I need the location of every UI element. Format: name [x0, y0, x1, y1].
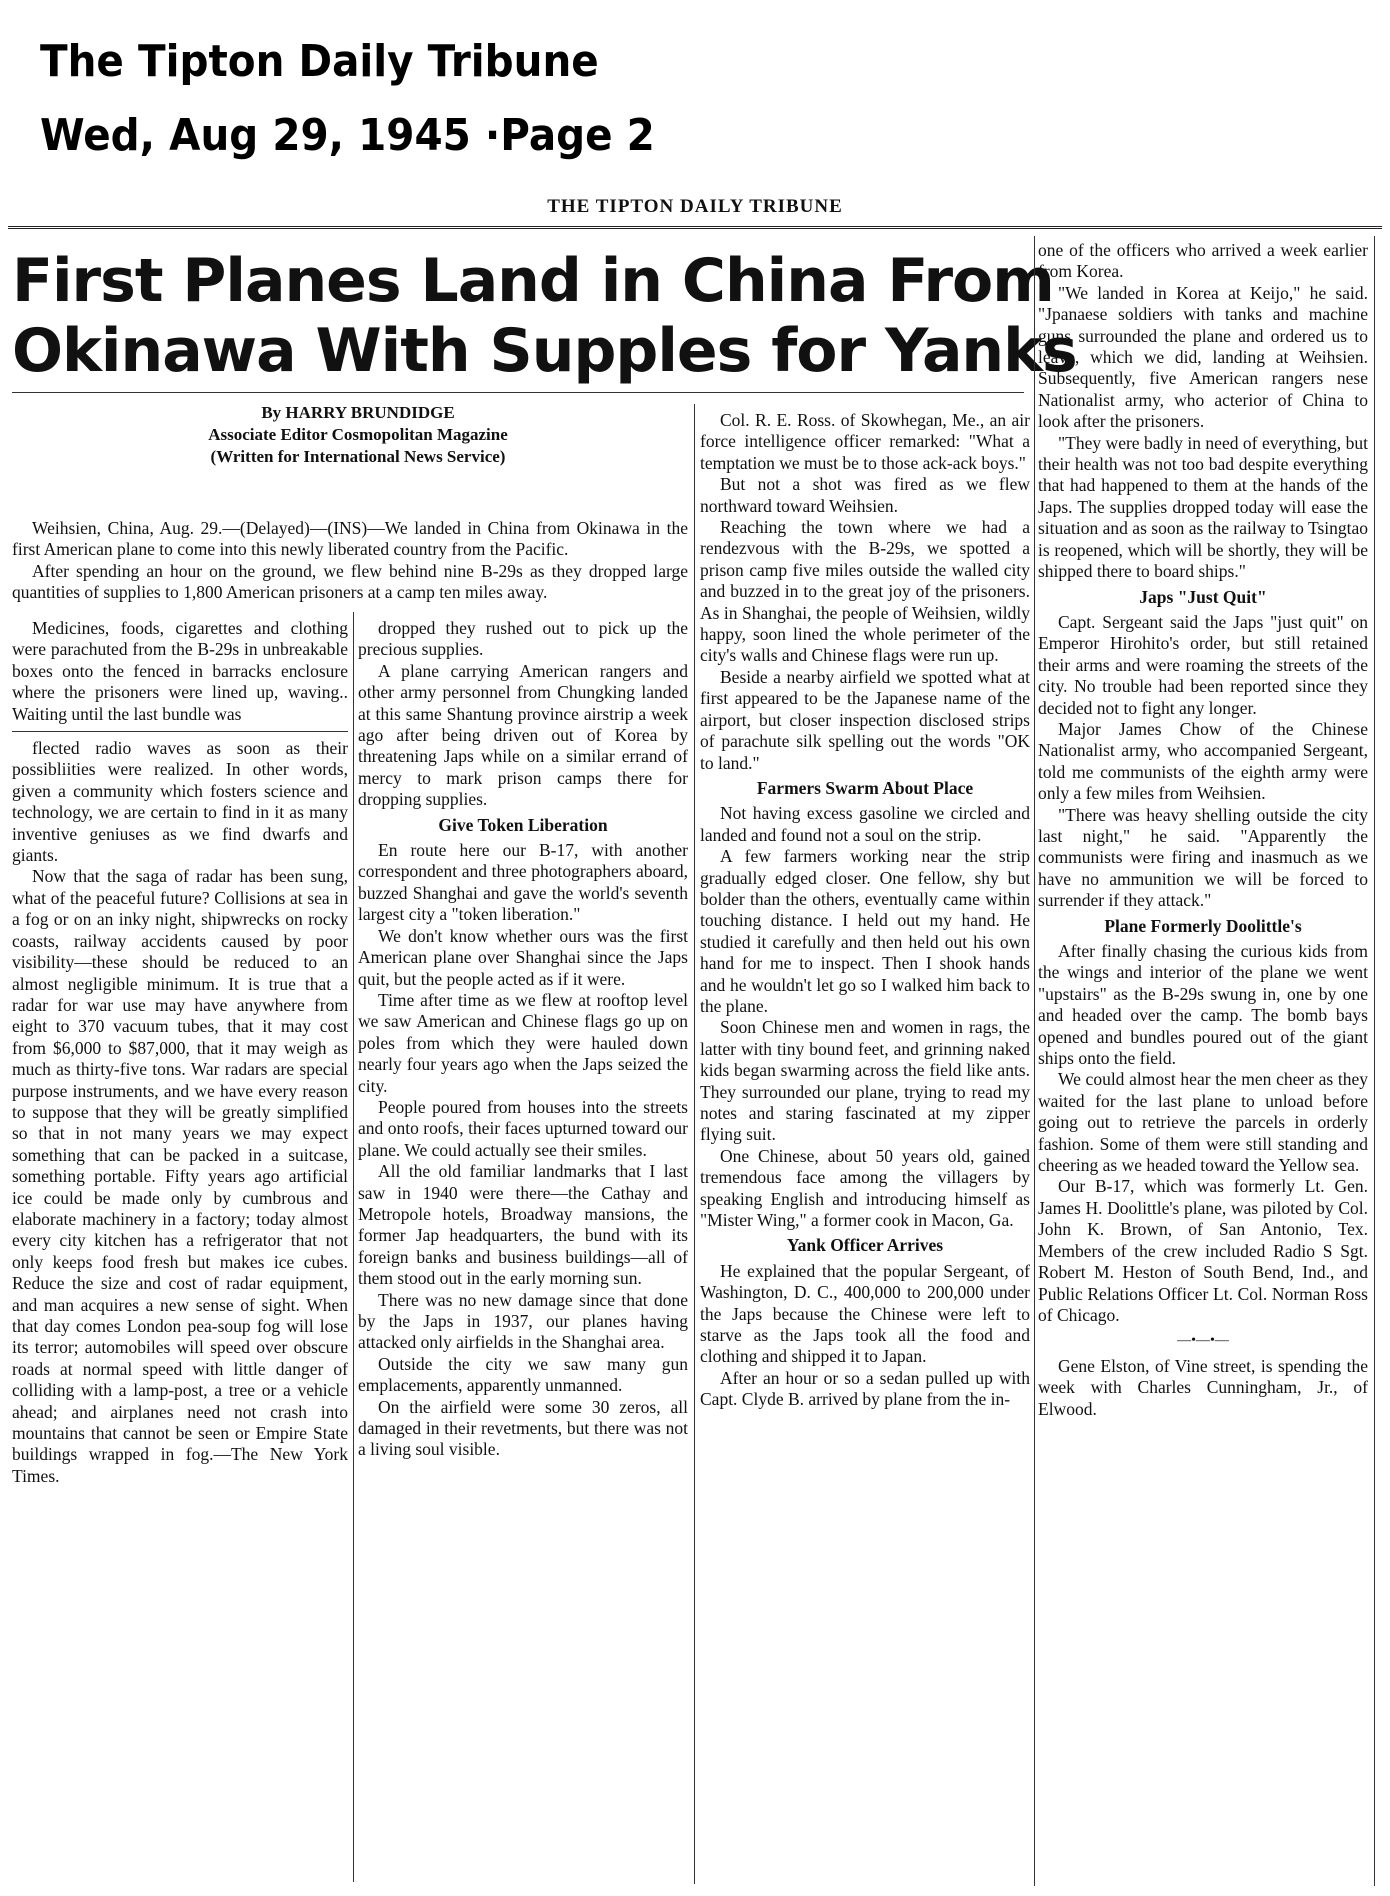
- column-4: [1038, 240, 1368, 1420]
- paragraph: There was no new damage since that done by the Japs in 1937, our planes having attacked only airfields in the Shanghai area.: [358, 1289, 688, 1353]
- column-divider: [353, 612, 354, 1882]
- local-note: Gene Elston, of Vine street, is spending the week with Charles Cunningham, Jr., of Elwood.: [1038, 1355, 1368, 1419]
- paragraph: dropped they rushed out to pick up the precious supplies.: [358, 618, 688, 660]
- paragraph: After spending an hour on the ground, we flew behind nine B-29s as they dropped large quantities of supplies to 1,800 American prisoners at a camp ten miles away.: [12, 560, 688, 603]
- subhead: Give Token Liberation: [438, 814, 608, 835]
- byline-author: By HARRY BRUNDIDGE: [261, 403, 455, 422]
- paragraph: Not having excess gasoline we circled and landed and found not a soul on the strip.: [700, 803, 1030, 845]
- paragraph: Major James Chow of the Chinese Nationalist army, who accompanied Sergeant, told me communists of the eighth army were only a few miles from Weihsien.: [1038, 718, 1368, 804]
- subhead: Japs "Just Quit": [1139, 586, 1267, 607]
- paragraph: Our B-17, which was formerly Lt. Gen. James H. Doolittle's plane, was piloted by Col. John K. Brown, of San Antonio, Tex. Members of the crew included Radio S Sgt. Robert M. Heston of South Bend, Ind., and Public Relations Officer Lt. Col. Norman Ross of Chicago.: [1038, 1176, 1368, 1325]
- paragraph: Weihsien, China, Aug. 29.—(Delayed)—(INS)—We landed in China from Okinawa in the first American plane to come into this newly liberated country from the Pacific.: [12, 518, 688, 560]
- paragraph: After finally chasing the curious kids from the wings and interior of the plane we went "upstairs" as the B-29s swung in, one by one and headed over the camp. The bomb bays opened and bundles poured out of the giant ships onto the field.: [1038, 941, 1368, 1069]
- paragraph: En route here our B-17, with another correspondent and three photographers aboard, buzzed Shanghai and gave the world's seventh largest city a "token liberation.": [358, 840, 688, 925]
- subhead: Yank Officer Arrives: [786, 1235, 944, 1256]
- paragraph: He explained that the popular Sergeant, of Washington, D. C., 400,000 to 200,000 under the Japs because the Chinese were left to starve as the Japs took all the food and clothing and shipped it to Japan.: [700, 1260, 1030, 1367]
- paragraph: A few farmers working near the strip gradually edged closer. One fellow, shy but bolder than the others, eventually came within touching distance. I held out my hand. He studied it carefully and then held out his own hand for me to inspect. Then I shook hands and he wouldn't let go so I walked him back to the plane.: [700, 846, 1030, 1016]
- paragraph: "We landed in Korea at Keijo," he said. "Jpanaese soldiers with tanks and machine guns surrounded the plane and ordered us to leave, which we did, landing at Weihsien. Subsequently, five American rangers nese Nationalist army, who acterior of China to look after the prisoners.: [1038, 282, 1368, 432]
- paragraph: Soon Chinese men and women in rags, the latter with tiny bound feet, and grinning naked kids began swarming across the field like ants. They surrounded our plane, trying to read my notes and staring fascinated at my zipper flying suit.: [700, 1017, 1030, 1145]
- paragraph: A plane carrying American rangers and other army personnel from Chungking landed at this same Shantung province airstrip a week ago after being driven out of Korea by threatening Japs while on a similar errand of mercy to mark prison camps there for dropping supplies.: [358, 660, 688, 810]
- end-mark: —•—•—: [1177, 1333, 1229, 1349]
- clip-date: Wed, Aug 29, 1945 ·Page 2: [40, 110, 655, 161]
- column-2: [358, 618, 688, 1461]
- paragraph: We could almost hear the men cheer as they waited for the last plane to unload before going out to retrieve the parcels in orderly fashion. Some of them were still standing and cheering as we headed toward the Yellow sea.: [1038, 1069, 1368, 1176]
- headline: [12, 246, 1077, 386]
- column-divider: [1034, 236, 1035, 1886]
- headline-line-1: First Planes Land in China From: [12, 246, 1054, 316]
- paragraph: Col. R. E. Ross. of Skowhegan, Me., an air force intelligence officer remarked: "What a temptation we must be to those ack-ack boys.": [700, 410, 1030, 473]
- byline: [98, 402, 618, 468]
- paragraph: Outside the city we saw many gun emplacements, apparently unmanned.: [358, 1353, 688, 1396]
- column-rule: [12, 731, 348, 732]
- headline-line-2: Okinawa With Supples for Yanks: [12, 316, 1077, 386]
- paragraph: One Chinese, about 50 years old, gained tremendous face among the villagers by speaking English and introducing himself as "Mister Wing," a former cook in Macon, Ga.: [700, 1145, 1030, 1231]
- paragraph: "There was heavy shelling outside the city last night," he said. "Apparently the communists were firing and inasmuch as we have no ammunition we will be forced to surrender if they attack.": [1038, 804, 1368, 911]
- paragraph: one of the officers who arrived a week earlier from Korea.: [1038, 240, 1368, 282]
- page-edge-rule: [1374, 236, 1375, 1886]
- headline-rule: [12, 392, 1024, 393]
- paragraph: But not a shot was fired as we flew northward toward Weihsien.: [700, 474, 1030, 516]
- byline-note: (Written for International News Service): [210, 447, 506, 466]
- paragraph: Beside a nearby airfield we spotted what at first appeared to be the Japanese name of the airport, but closer inspection disclosed strips of parachute silk spelling out the words "OK to land.": [700, 666, 1030, 773]
- paragraph: All the old familiar landmarks that I last saw in 1940 were there—the Cathay and Metropole hotels, Broadway mansions, the former Jap headquarters, the bund with its foreign banks and business buildings—all of them stood out in the early morning sun.: [358, 1161, 688, 1289]
- column-divider: [694, 404, 695, 1884]
- subhead: Farmers Swarm About Place: [756, 777, 974, 798]
- lead-paragraphs: [12, 518, 688, 604]
- byline-title: Associate Editor Cosmopolitan Magazine: [208, 425, 508, 444]
- column-3: [700, 410, 1030, 1411]
- paragraph: Time after time as we flew at rooftop level we saw American and Chinese flags go up on poles from which they were hauled down nearly four years ago when the Japs seized the city.: [358, 989, 688, 1096]
- newspaper-page: [8, 232, 1382, 1892]
- paragraph: On the airfield were some 30 zeros, all damaged in their revetments, but there was not a living soul visible.: [358, 1396, 688, 1460]
- paragraph: Reaching the town where we had a rendezvous with the B-29s, we spotted a prison camp five miles outside the walled city and buzzed in to the great joy of the prisoners. As in Shanghai, the people of Weihsien, wildly happy, soon lined the whole perimeter of the city's walls and Chinese flags were run up.: [700, 517, 1030, 666]
- paragraph: "They were badly in need of everything, but their health was not too bad despite everything that had happened to them at the hands of the Japs. The supplies dropped today will ease the situation and as soon as the railway to Tsingtao is reopened, which will be shortly, they will be shipped there to board ships.": [1038, 432, 1368, 582]
- paragraph: Now that the saga of radar has been sung, what of the peaceful future? Collisions at sea in a fog or on an inky night, shipwrecks on rocky coasts, railway accidents caused by poor visibility—these should be reduced to an almost negligible minimum. It is true that a radar for war use may have anywhere from eight to 370 vacuum tubes, that it may cost from $6,000 to $87,000, that it may weigh as much as thirty-five tons. War radars are special purpose instruments, and we have every reason to suppose that they will be greatly simplified so that in not many years we may expect something that can be packed in a suitcase, something portable. Fifty years ago artificial ice could be made only by cumbrous and elaborate machinery in a factory; today almost every city kitchen has a refrigerator that not only keeps food fresh but makes ice cubes. Reduce the size and cost of radar equipment, and man acquires a new sense of sight. When that day comes London pea-soup fog will lose its terror; automobiles will speed over obscure roads at normal speed with little danger of colliding with a lamp-post, a tree or a vehicle ahead; and airplanes need not crash into mountains that cannot be seen or Empire State buildings wrapped in fog.—The New York Times.: [12, 866, 348, 1486]
- column-1: [12, 618, 348, 1487]
- paragraph: We don't know whether ours was the first American plane over Shanghai since the Japs quit, but the people acted as if it were.: [358, 925, 688, 989]
- masthead: THE TIPTON DAILY TRIBUNE: [547, 196, 843, 217]
- paragraph: Medicines, foods, cigarettes and clothing were parachuted from the B-29s in unbreakable boxes onto the fenced in barracks enclosure where the prisoners were lined up, waving.. Waiting until the last bundle was: [12, 618, 348, 724]
- paragraph: Capt. Sergeant said the Japs "just quit" on Emperor Hirohito's order, but still retained their arms and were roaming the streets of the city. No trouble had been reported since they decided not to fight any longer.: [1038, 611, 1368, 718]
- paragraph: People poured from houses into the streets and onto roofs, their faces upturned toward our plane. We could actually see their smiles.: [358, 1096, 688, 1160]
- paragraph: After an hour or so a sedan pulled up with Capt. Clyde B. arrived by plane from the in-: [700, 1367, 1030, 1410]
- subhead: Plane Formerly Doolittle's: [1104, 915, 1302, 936]
- masthead-rule: [8, 226, 1382, 229]
- paragraph: flected radio waves as soon as their possibliities were realized. In other words, given a community which fosters science and technology, we are certain to find in it as many inventive geniuses as we find dwarfs and giants.: [12, 738, 348, 866]
- clip-title: The Tipton Daily Tribune: [40, 36, 599, 87]
